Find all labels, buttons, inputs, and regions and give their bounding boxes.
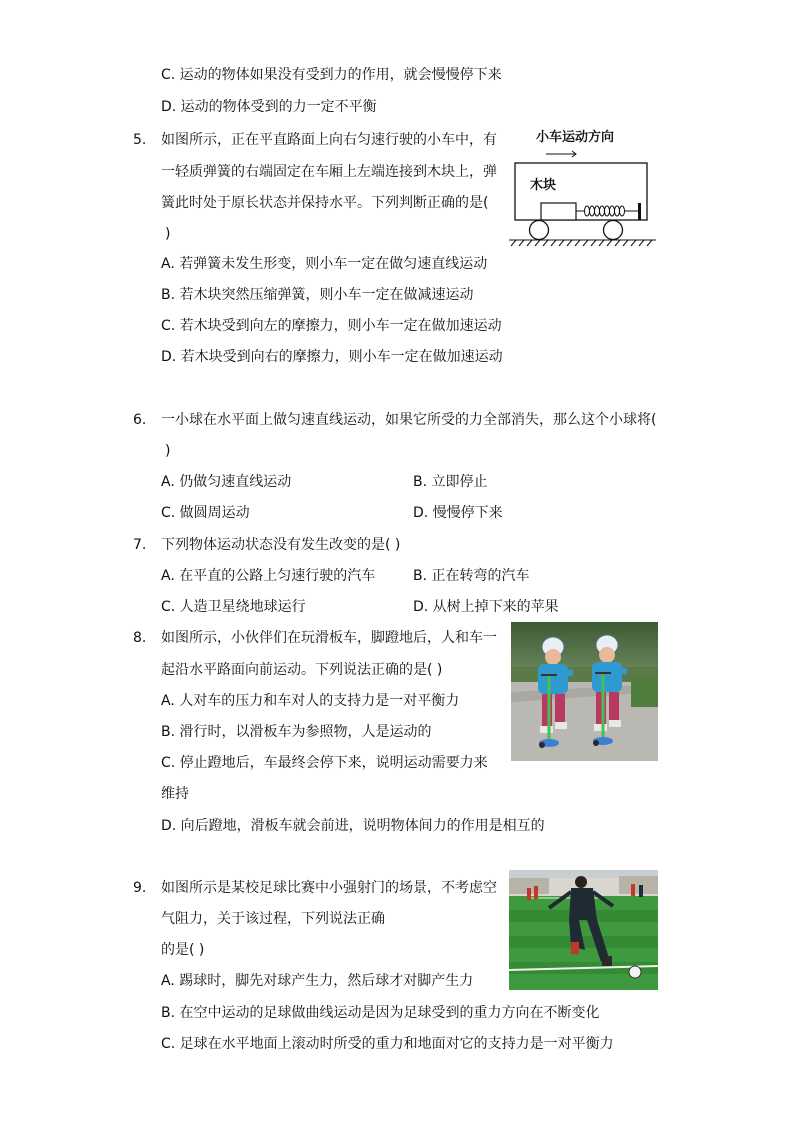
q7-number: 7. bbox=[133, 537, 147, 553]
q5-stem-line-3: 簧此时处于原长状态并保持水平。下列判断正确的是( bbox=[161, 195, 489, 211]
q6-option-d: D. 慢慢停下来 bbox=[413, 505, 503, 521]
q8-stem-line-2: 起沿水平路面向前运动。下列说法正确的是( ) bbox=[161, 662, 443, 678]
q9-option-a: A. 踢球时，脚先对球产生力，然后球才对脚产生力 bbox=[161, 973, 474, 989]
q4-option-c: C. 运动的物体如果没有受到力的作用，就会慢慢停下来 bbox=[161, 67, 502, 83]
q5-stem-line-1: 如图所示，正在平直路面上向右匀速行驶的小车中，有 bbox=[161, 132, 497, 148]
q7-option-a: A. 在平直的公路上匀速行驶的汽车 bbox=[161, 568, 376, 584]
q5-number: 5. bbox=[133, 132, 147, 148]
q6-number: 6. bbox=[133, 412, 147, 428]
q5-option-a: A. 若弹簧未发生形变，则小车一定在做匀速直线运动 bbox=[161, 256, 488, 272]
q4-option-d: D. 运动的物体受到的力一定不平衡 bbox=[161, 99, 377, 115]
q7-stem: 下列物体运动状态没有发生改变的是( ) bbox=[161, 537, 401, 553]
q8-option-c-line-2: 维持 bbox=[161, 786, 189, 802]
cart-wheel-right bbox=[604, 221, 623, 240]
q9-soccer-photo bbox=[509, 870, 658, 990]
q5-option-d: D. 若木块受到向右的摩擦力，则小车一定在做加速运动 bbox=[161, 349, 503, 365]
q7-option-d: D. 从树上掉下来的苹果 bbox=[413, 599, 559, 615]
q5-cart-figure bbox=[506, 126, 658, 252]
q5-block-label: 木块 bbox=[530, 178, 557, 193]
ground-hatching bbox=[509, 240, 656, 246]
q5-stem-line-2: 一轻质弹簧的右端固定在车厢上左端连接到木块上，弹 bbox=[161, 164, 497, 180]
spring-icon bbox=[576, 206, 638, 216]
q8-option-b: B. 滑行时，以滑板车为参照物，人是运动的 bbox=[161, 724, 432, 740]
q6-option-a: A. 仍做匀速直线运动 bbox=[161, 474, 292, 490]
q9-option-b: B. 在空中运动的足球做曲线运动是因为足球受到的重力方向在不断变化 bbox=[161, 1005, 600, 1021]
cart-wheel-left bbox=[530, 221, 549, 240]
wooden-block bbox=[541, 203, 576, 220]
q8-stem-line-1: 如图所示，小伙伴们在玩滑板车，脚蹬地后，人和车一 bbox=[161, 630, 497, 646]
q6-option-c: C. 做圆周运动 bbox=[161, 505, 250, 521]
q6-stem-line-1: 一小球在水平面上做匀速直线运动，如果它所受的力全部消失，那么这个小球将( bbox=[161, 412, 657, 428]
q8-option-a: A. 人对车的压力和车对人的支持力是一对平衡力 bbox=[161, 693, 460, 709]
q7-option-b: B. 正在转弯的汽车 bbox=[413, 568, 530, 584]
q8-scooter-photo bbox=[511, 622, 658, 761]
q8-number: 8. bbox=[133, 630, 147, 646]
q9-stem-line-3: 的是( ) bbox=[161, 942, 205, 958]
q9-number: 9. bbox=[133, 880, 147, 896]
q5-option-c: C. 若木块受到向左的摩擦力，则小车一定在做加速运动 bbox=[161, 318, 502, 334]
q6-stem-line-2: ) bbox=[165, 443, 171, 459]
q8-option-d: D. 向后蹬地，滑板车就会前进，说明物体间力的作用是相互的 bbox=[161, 818, 545, 834]
q7-option-c: C. 人造卫星绕地球运行 bbox=[161, 599, 306, 615]
q5-option-b: B. 若木块突然压缩弹簧，则小车一定在做减速运动 bbox=[161, 287, 474, 303]
q9-option-c: C. 足球在水平地面上滚动时所受的重力和地面对它的支持力是一对平衡力 bbox=[161, 1036, 614, 1052]
q9-stem-line-2: 气阻力，关于该过程，下列说法正确 bbox=[161, 911, 385, 927]
q5-direction-caption: 小车运动方向 bbox=[536, 130, 615, 145]
q9-stem-line-1: 如图所示是某校足球比赛中小强射门的场景，不考虑空 bbox=[161, 880, 497, 896]
q5-stem-line-4: ) bbox=[165, 226, 171, 242]
soccer-ball bbox=[629, 966, 641, 978]
q6-option-b: B. 立即停止 bbox=[413, 474, 488, 490]
q8-option-c-line-1: C. 停止蹬地后，车最终会停下来，说明运动需要力来 bbox=[161, 755, 488, 771]
